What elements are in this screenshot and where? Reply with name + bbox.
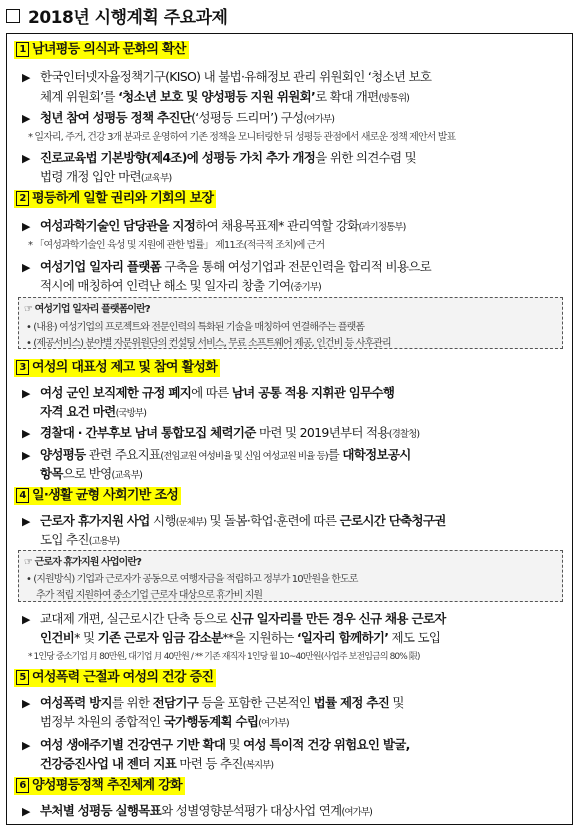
s1-note: * 일자리, 주거, 건강 3개 분과로 운영하여 기존 정책을 모니터링한 뒤 성평등 관점에서 새로운 정책 제안서 발표: [28, 132, 456, 143]
s4-bullet-2: ▶ 교대제 개편, 실근로시간 단축 등으로 신규 일자리를 만든 경우 신규 채용 근로자: [22, 611, 446, 626]
s3-bullet-1-cont: 자격 요건 마련(국방부): [40, 404, 147, 419]
page-title: 2018년 시행계획 주요과제: [6, 3, 227, 28]
s6-bullet-1: ▶ 부처별 성평등 실행목표와 성별영향분석평가 대상사업 연계(여가부): [22, 803, 372, 818]
s1-bullet-1: ▶ 한국인터넷자율정책기구(KISO) 내 불법·유해정보 관리 위원회인 ‘청소년 보호: [22, 69, 432, 84]
s5-bullet-1: ▶ 여성폭력 방지를 위한 전담기구 등을 포함한 근본적인 법률 제정 추진 및: [22, 695, 404, 710]
s4-info-box-title: ☞ 근로자 휴가지원 사업이란?: [24, 557, 142, 568]
s2-info-box-title: ☞ 여성기업 일자리 플랫폼이란?: [24, 304, 150, 315]
section-6-header: 6 양성평등정책 추진체계 강화: [14, 777, 185, 795]
arrow-icon: ▶: [22, 697, 30, 710]
s4-bullet-1: ▶ 근로자 휴가지원 사업 시행(문체부) 및 돌봄·학업·훈련에 따른 근로시간 단축청구권: [22, 513, 446, 528]
arrow-icon: ▶: [22, 739, 30, 752]
s2-bullet-2-cont: 적시에 매칭하여 인력난 해소 및 일자리 창출 기여(중기부): [40, 278, 321, 293]
arrow-icon: ▶: [22, 613, 30, 626]
s1-bullet-2: ▶ 청년 참여 성평등 정책 추진단(‘성평등 드리머’) 구성(여가부): [22, 110, 335, 125]
s2-note: * 「여성과학기술인 육성 및 지원에 관한 법률」 제11조(적극적 조치)에 근거: [28, 240, 325, 251]
s2-info-box-line-2: • (제공서비스) 분야별 자문위원단의 컨설팅 서비스, 무료 소프트웨어 제공, 인건비 등 사후관리: [26, 338, 391, 349]
section-3-header: 3 여성의 대표성 제고 및 참여 활성화: [14, 359, 220, 377]
arrow-icon: ▶: [22, 71, 30, 84]
section-4-header: 4 일·생활 균형 사회기반 조성: [14, 487, 181, 505]
arrow-icon: ▶: [22, 515, 30, 528]
section-5-header: 5 여성폭력 근절과 여성의 건강 증진: [14, 669, 216, 687]
s5-bullet-2: ▶ 여성 생애주기별 건강연구 기반 확대 및 여성 특이적 건강 위험요인 발굴,: [22, 737, 410, 752]
s5-bullet-2-cont: 건강증진사업 내 젠더 지표 마련 등 추진(복지부): [40, 756, 274, 771]
s2-bullet-1: ▶ 여성과학기술인 담당관을 지정하여 채용목표제* 관리역할 강화(과기정통부): [22, 218, 406, 233]
section-1-header: 1 남녀평등 의식과 문화의 확산: [14, 41, 189, 59]
s4-note: * 1인당 중소기업 月 80만원, 대기업 月 40만원 / ** 기존 재직자 1인당 월 10~40만원(사업주 보전임금의 80% 限): [28, 652, 420, 662]
s3-bullet-3-cont: 항목으로 반영(교육부): [40, 466, 142, 481]
arrow-icon: ▶: [22, 220, 30, 233]
s2-info-box-line-1: • (내용) 여성기업의 프로젝트와 전문인력의 특화된 기술을 매칭하여 연결해주는 플랫폼: [26, 322, 365, 333]
section-2-header: 2 평등하게 일할 권리와 기회의 보장: [14, 190, 216, 208]
arrow-icon: ▶: [22, 112, 30, 125]
s4-info-box-line-1: • (지원방식) 기업과 근로자가 공동으로 여행자금을 적립하고 정부가 10만원을 한도로: [26, 574, 358, 585]
s1-bullet-3-cont: 법령 개정 입안 마련(교육부): [40, 169, 172, 184]
s1-bullet-1-cont: 체계 위원회’를 ‘청소년 보호 및 양성평등 지원 위원회’로 확대 개편(방통위): [40, 89, 409, 104]
arrow-icon: ▶: [22, 427, 30, 440]
arrow-icon: ▶: [22, 805, 30, 818]
s2-bullet-2: ▶ 여성기업 일자리 플랫폼 구축을 통해 여성기업과 전문인력을 합리적 비용으로: [22, 259, 431, 274]
s1-bullet-3: ▶ 진로교육법 기본방향(제4조)에 성평등 가치 추가 개정을 위한 의견수렴 및: [22, 150, 416, 165]
s4-bullet-1-cont: 도입 추진(고용부): [40, 532, 120, 547]
checkbox-icon: [6, 9, 20, 23]
arrow-icon: ▶: [22, 387, 30, 400]
s4-info-box-line-2: 추가 적립 지원하여 중소기업 근로자 대상으로 휴가비 지원: [36, 590, 263, 601]
arrow-icon: ▶: [22, 152, 30, 165]
arrow-icon: ▶: [22, 449, 30, 462]
s3-bullet-3: ▶ 양성평등 관련 주요지표(전임교원 여성비율 및 신임 여성교원 비율 등)를 대학정보공시: [22, 447, 411, 462]
arrow-icon: ▶: [22, 261, 30, 274]
s4-bullet-2-cont: 인건비* 및 기존 근로자 임금 감소분**을 지원하는 ‘일자리 함께하기’ 제도 도입: [40, 630, 441, 645]
s3-bullet-1: ▶ 여성 군인 보직제한 규정 폐지에 따른 남녀 공통 적용 지휘관 임무수행: [22, 385, 395, 400]
s5-bullet-1-cont: 범정부 차원의 종합적인 국가행동계획 수립(여가부): [40, 714, 289, 729]
s3-bullet-2: ▶ 경찰대 · 간부후보 남녀 통합모집 체력기준 마련 및 2019년부터 적용(경찰청): [22, 425, 420, 440]
